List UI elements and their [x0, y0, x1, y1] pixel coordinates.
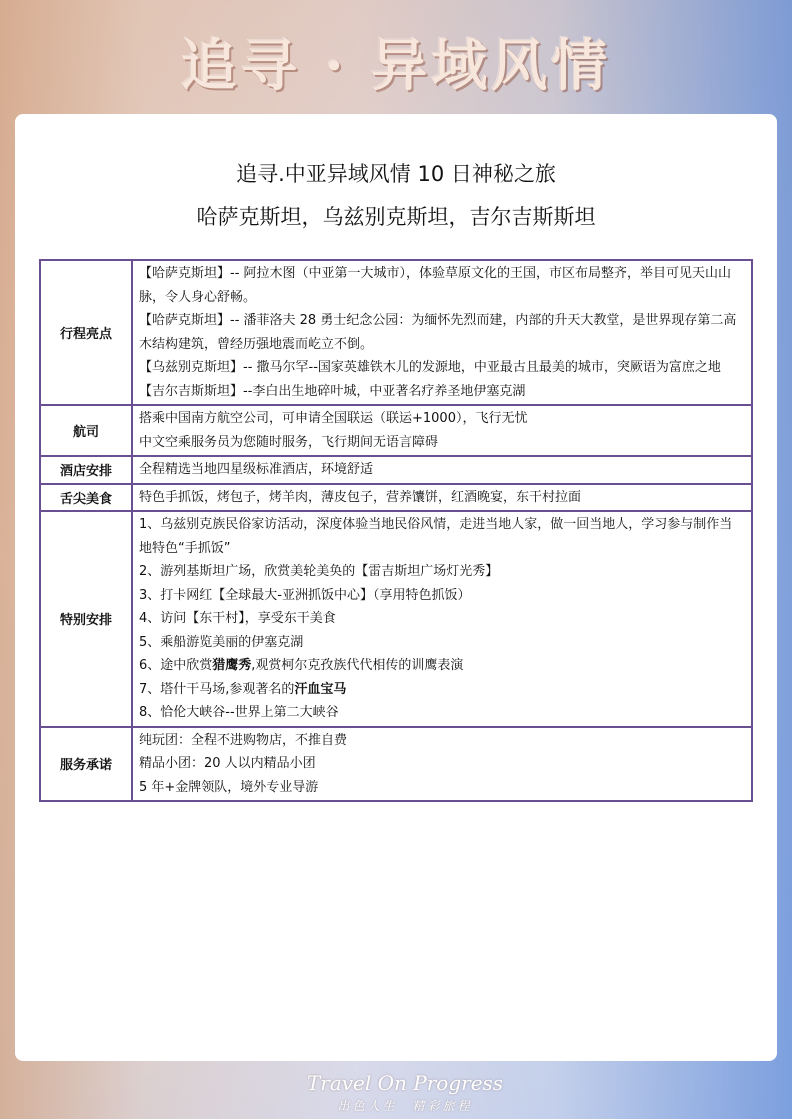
list-item: 3、打卡网红【全球最大-亚洲抓饭中心】（享用特色抓饭） — [139, 587, 471, 603]
list-item: 【乌兹别克斯坦】-- 撒马尔罕--国家英雄铁木儿的发源地，中亚最古且最美的城市，突厥语为富庶之地 — [139, 360, 721, 375]
footer-brand: Travel On Progress — [306, 1071, 504, 1095]
list-item: 5 年+金牌领队，境外专业导游 — [139, 779, 319, 795]
service-content — [132, 727, 752, 802]
list-item: 全程精选当地四星级标准酒店，环境舒适 — [139, 462, 374, 477]
list-item: 搭乘中国南方航空公司，可申请全国联运（联运+1000），飞行无忧 — [139, 411, 528, 426]
list-item: 【哈萨克斯坦】-- 潘菲洛夫 28 勇士纪念公园：为缅怀先烈而建，内部的升天大教堂，是世界现存第二高木结构建筑，曾经历强地震而屹立不倒。 — [139, 313, 737, 352]
list-item: 纯玩团：全程不进购物店，不推自费 — [139, 732, 348, 748]
list-item: 精品小团：20 人以内精品小团 — [139, 756, 316, 771]
list-item: 【吉尔吉斯斯坦】--李白出生地碎叶城，中亚著名疗养圣地伊塞克湖 — [139, 383, 526, 399]
special-content — [132, 511, 752, 727]
list-item: 4、访问【东干村】，享受东干美食 — [139, 611, 336, 626]
itinerary-card — [15, 114, 777, 1061]
row-label-highlights: 行程亮点 — [40, 260, 132, 405]
list-item — [139, 654, 745, 678]
list-item-text: 6、途中欣赏 — [139, 658, 213, 673]
list-item: 【哈萨克斯坦】-- 阿拉木图（中亚第一大城市），体验草原文化的王国，市区布局整齐，举目可见天山山脉，令人身心舒畅。 — [139, 266, 732, 305]
row-label-service: 服务承诺 — [40, 727, 132, 802]
table-row — [40, 484, 752, 512]
list-item: 8、恰伦大峡谷--世界上第二大峡谷 — [139, 705, 339, 720]
table-row — [40, 260, 752, 405]
trip-title: 追寻.中亚异域风情 10 日神秘之旅 — [236, 162, 556, 186]
list-item — [139, 678, 745, 702]
row-label-special: 特别安排 — [40, 511, 132, 727]
table-row — [40, 511, 752, 727]
airline-content — [132, 405, 752, 456]
table-row — [40, 405, 752, 456]
itinerary-table — [39, 259, 753, 802]
list-item-emphasis: 汗血宝马 — [294, 681, 347, 697]
list-item-emphasis: 猎鹰秀 — [212, 658, 252, 673]
table-row — [40, 456, 752, 484]
food-content — [132, 484, 752, 512]
trip-countries: 哈萨克斯坦，乌兹别克斯坦，吉尔吉斯斯坦 — [196, 205, 596, 229]
row-label-airline: 航司 — [40, 405, 132, 456]
highlights-content — [132, 260, 752, 405]
row-label-food: 舌尖美食 — [40, 484, 132, 512]
hotel-content — [132, 456, 752, 484]
list-item: 5、乘船游览美丽的伊塞克湖 — [139, 634, 304, 650]
list-item-text: 7、塔什干马场,参观著名的 — [139, 681, 295, 697]
table-row — [40, 727, 752, 802]
list-item: 中文空乘服务员为您随时服务，飞行期间无语言障碍 — [139, 434, 439, 450]
list-item: 1、乌兹别克族民俗家访活动，深度体验当地民俗风情，走进当地人家，做一回当地人，学习参与制作当地特色“手抓饭” — [139, 517, 733, 556]
header-title: 追寻 · 异域风情 — [180, 33, 612, 99]
list-item: 2、游列基斯坦广场，欣赏美轮美奂的【雷吉斯坦广场灯光秀】 — [139, 564, 499, 579]
list-item-text: ,观赏柯尔克孜族代代相传的训鹰表演 — [251, 658, 464, 673]
row-label-hotel: 酒店安排 — [40, 456, 132, 484]
footer-slogan: 出色人生 精彩旅程 — [337, 1099, 473, 1113]
list-item: 特色手抓饭，烤包子，烤羊肉，薄皮包子，营养馕饼，红酒晚宴，东干村拉面 — [139, 489, 582, 505]
